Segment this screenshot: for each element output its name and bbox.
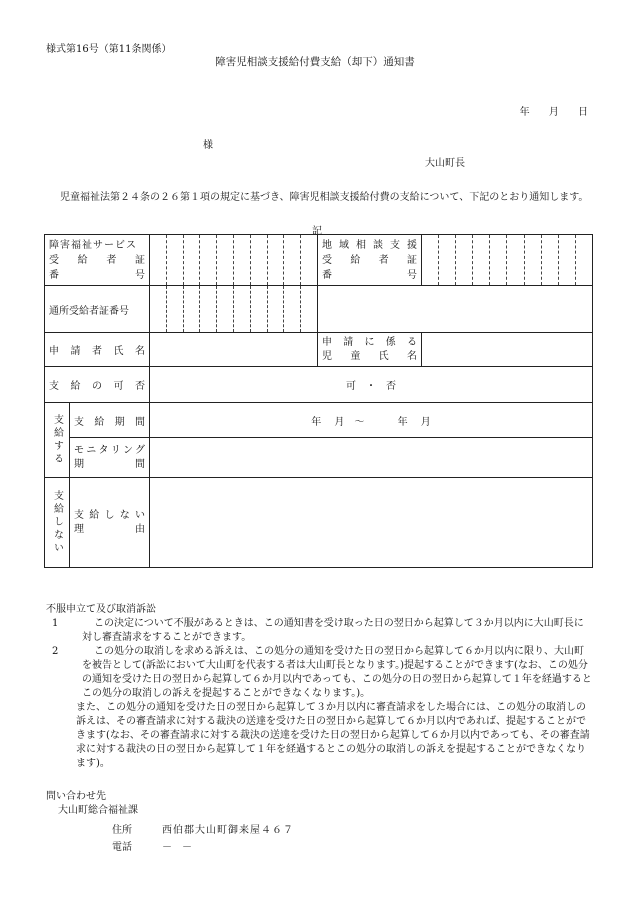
grant-period-label: 支 給 期 間 [70,403,150,438]
contact-department: 大山町総合福祉課 [58,805,138,816]
issuer-name: 大山町長 [425,158,465,169]
regional-cert-label: 地 域 相 談 支 援 受 給 者 証 番 号 [318,235,422,286]
notes-section [46,603,592,771]
deny-group-label: 支給しない [45,478,70,568]
child-name-field[interactable] [422,333,593,367]
service-cert-number-field[interactable] [150,235,318,286]
day-care-cert-number-field[interactable] [150,286,318,333]
grant-group-label: 支給する [45,403,70,478]
contact-address-label: 住所 [112,825,132,836]
child-name-label: 申 請 に 係 る 児 童 氏 名 [318,333,422,367]
service-cert-label: 障害福祉サービス 受 給 者 証 番 号 [45,235,150,286]
date-month: 月 [548,107,559,118]
addressee-suffix: 様 [203,140,213,151]
notice-table [44,234,593,568]
applicant-name-field[interactable] [150,333,318,367]
form-number-label: 様式第16号（第11条関係） [46,44,172,55]
contact-heading: 問い合わせ先 [46,791,106,802]
monitoring-field[interactable] [150,438,593,478]
monitoring-label: モニタリング 期 間 [70,438,150,478]
notes-heading: 不服申立て及び取消訴訟 [46,604,156,615]
document-title: 障害児相談支援給付費支給（却下）通知書 [215,56,415,68]
applicant-name-label: 申 請 者 氏 名 [45,333,150,367]
contact-tel: － － [162,842,192,853]
regional-cert-number-field[interactable] [422,235,593,286]
day-care-cert-label: 通所受給者証番号 [45,286,150,333]
approval-value[interactable]: 可 ・ 否 [150,367,593,403]
contact-address: 西伯郡大山町御来屋４６７ [162,825,294,836]
date-year: 年 [519,107,530,118]
day-care-cert-blank [318,286,593,333]
deny-reason-label: 支 給 し な い 理 由 [70,478,150,568]
date-line [504,103,588,118]
ki-mark: 記 [312,226,322,237]
approval-label: 支 給 の 可 否 [45,367,150,403]
contact-tel-label: 電話 [112,842,132,853]
deny-reason-field[interactable] [150,478,593,568]
note-item-2-continued: また、この処分の通知を受けた日の翌日から起算して３か月以内に審査請求をした場合には、この処分の取消しの訴えは、その審査請求に対する裁決の送達を受けた日の翌日から起算して６か月以内であれば、提起することができます(なお、その審査請求に対する裁決の送達を受けた日の翌日から起算して６か月以内であっても、その審査請求に対する裁決の日の翌日から起算して１年を経過するとこの処分の取消しの訴えを提起することができなくなります)。 [76,702,590,769]
body-text: 児童福祉法第２４条の２６第１項の規定に基づき、障害児相談支援給付費の支給について、下記のとおり通知します。 [60,192,589,203]
note-item-2: 2 この処分の取消しを求める訴えは、この処分の通知を受けた日の翌日から起算して６か月以内に限り、大山町を被告として(訴訟において大山町を代表する者は大山町長となります。)提起することができます(なお、この処分の通知を受けた日の翌日から起算して６か月以内であっても、この処分の日の翌日から起算して１年を経過するとこの処分の取消しの訴えを提起することができなくなります。)。 [52,646,592,699]
note-item-1: 1 この決定について不服があるときは、この通知書を受け取った日の翌日から起算して３か月以内に大山町長に対し審査請求をすることができます。 [52,618,584,643]
grant-period-value[interactable]: 年 月 ～ 年 月 [150,403,593,438]
date-day: 日 [578,107,588,118]
